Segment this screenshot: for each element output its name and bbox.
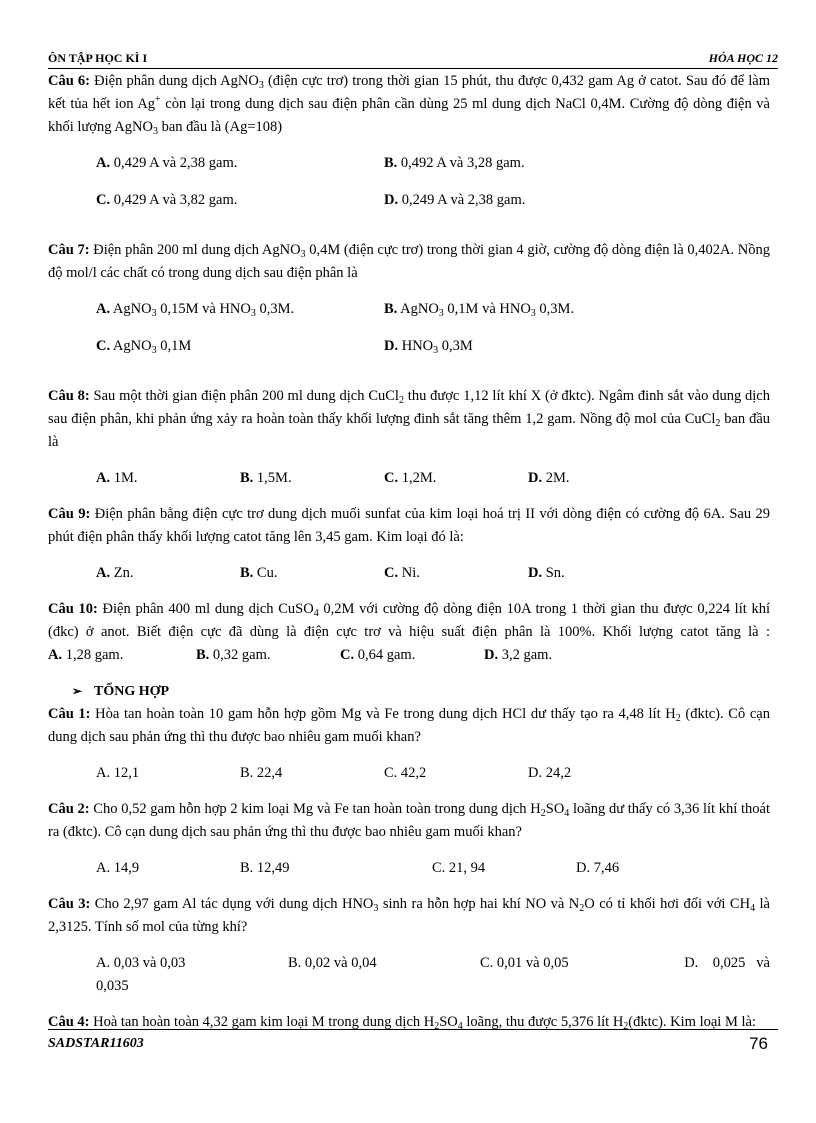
option-letter: D. (384, 192, 399, 208)
review-question-1 (48, 703, 770, 749)
question-text: (điện cực trơ) trong thời gian 15 phút, thu được 0,432 gam Ag ở catot. Sau đó để làm kết tủa hết ion Ag (48, 73, 770, 112)
question-text: (đktc). Cô cạn dung dịch sau phản ứng thì thu được bao nhiêu gam muối khan? (48, 706, 770, 745)
question-label: Câu 1: (48, 706, 91, 722)
question-text: SO (439, 1014, 458, 1030)
option-letter: C. (384, 565, 399, 581)
option-letter: D. (484, 647, 499, 663)
option-letter: A. (96, 565, 111, 581)
question-7 (48, 239, 770, 285)
header-right: HÓA HỌC 12 (708, 51, 778, 65)
option-d-continuation: 0,035 (96, 978, 129, 994)
option-c[interactable] (384, 562, 528, 585)
superscript: + (155, 94, 161, 106)
option-letter: B. (196, 647, 210, 663)
option-letter: C. (96, 338, 111, 354)
option-c[interactable] (384, 467, 528, 490)
answer-options (48, 298, 770, 372)
option-b[interactable] (384, 298, 672, 335)
subscript: 2 (675, 713, 681, 724)
question-text: Cho 2,97 gam Al tác dụng với dung dịch HNO (90, 896, 374, 912)
question-text: (đktc). Kim loại M là: (628, 1014, 756, 1030)
page-content (48, 70, 770, 1047)
review-question-3 (48, 893, 770, 939)
option-a[interactable] (96, 562, 240, 585)
header-left: ÔN TẬP HỌC KÌ I (48, 51, 148, 65)
subscript: 3 (151, 345, 157, 356)
option-b[interactable] (196, 644, 340, 667)
question-text: Hòa tan hoàn toàn 10 gam hỗn hợp gồm Mg và Fe trong dung dịch HCl dư thấy tạo ra 4,48 lít H (90, 706, 676, 722)
subscript: 2 (715, 418, 721, 429)
option-text: 1,5M. (253, 470, 292, 486)
option-d[interactable] (484, 644, 552, 667)
question-text: sinh ra hỗn hợp hai khí NO và N (378, 896, 580, 912)
question-text: 0,2M với cường độ dòng điện 10A trong 1 thời gian thu được 0,224 lít khí (đkc) ở anot. Biết điện cực đã dùng là điện cực trơ và hiệu suất điện phân là 100%. Khối lượng catot tăng là : (48, 601, 770, 640)
option-letter: B. (384, 155, 398, 171)
option-letter: B. (240, 565, 254, 581)
option-c[interactable]: C. 0,01 và 0,05 (480, 955, 569, 971)
option-text: 0,64 gam. (354, 647, 416, 663)
option-c[interactable]: C. 21, 94 (432, 860, 486, 876)
option-b[interactable] (240, 467, 384, 490)
subscript: 2 (434, 1021, 440, 1032)
option-text: HNO (398, 338, 434, 354)
option-text: 2M. (542, 470, 570, 486)
option-text: 0,3M (438, 338, 473, 354)
question-text: Sau một thời gian điện phân 200 ml dung dịch CuCl (89, 388, 399, 404)
option-d[interactable] (384, 189, 672, 226)
option-text: 1,28 gam. (62, 647, 124, 663)
option-letter: B. (384, 301, 398, 317)
option-a[interactable]: A. 14,9 (96, 860, 140, 876)
question-6 (48, 70, 770, 139)
option-text: Ni. (398, 565, 420, 581)
answer-options (48, 762, 770, 785)
option-a[interactable] (96, 467, 240, 490)
option-b[interactable] (240, 562, 384, 585)
option-b[interactable] (384, 152, 672, 189)
page-number: 76 (749, 1034, 768, 1053)
subscript: 4 (750, 903, 756, 914)
answer-options (48, 857, 770, 880)
option-a[interactable] (96, 298, 384, 335)
question-text: 0,4M (điện cực trơ) trong thời gian 4 giờ, cường độ dòng điện là 0,402A. Nồng độ mol/l các chất có trong dung dịch sau điện phân là (48, 242, 770, 281)
question-text: ban đầu là (48, 411, 771, 450)
subscript: 4 (457, 1021, 463, 1032)
subscript: 3 (438, 308, 444, 319)
answer-options (48, 562, 770, 585)
question-9 (48, 503, 770, 549)
subscript: 3 (258, 80, 264, 91)
question-text: O có tỉ khối hơi đối với CH (584, 896, 751, 912)
question-label: Câu 8: (48, 388, 90, 404)
subscript: 3 (300, 249, 306, 260)
option-c[interactable] (340, 644, 484, 667)
option-d[interactable] (528, 562, 672, 585)
question-text: SO (545, 801, 565, 817)
option-letter: B. (240, 470, 254, 486)
section-title: TỔNG HỢP (94, 684, 170, 699)
subscript: 4 (313, 608, 319, 619)
option-text: Sn. (542, 565, 565, 581)
option-c[interactable] (96, 335, 384, 372)
option-d[interactable] (384, 335, 672, 372)
option-text: AgNO (110, 301, 152, 317)
subscript: 2 (540, 808, 546, 819)
option-text: Zn. (110, 565, 134, 581)
option-letter: D. (528, 470, 543, 486)
option-a[interactable]: A. 12,1 (96, 765, 140, 781)
option-c[interactable] (96, 189, 384, 226)
question-8 (48, 385, 770, 454)
page-footer (48, 1029, 778, 1053)
option-letter: C. (384, 470, 399, 486)
option-text: 0,3M. (535, 301, 575, 317)
question-text: còn lại trong dung dịch sau điện phân cần dùng 25 ml dung dịch NaCl 0,4M. Cường độ dòng điện và khối lượng AgNO (48, 96, 770, 135)
option-letter: C. (96, 192, 111, 208)
question-text: Điện phân dung dịch AgNO (90, 73, 259, 89)
option-text: 0,32 gam. (209, 647, 271, 663)
option-text: 1,2M. (398, 470, 437, 486)
option-a[interactable] (48, 644, 196, 667)
option-text: 3,2 gam. (498, 647, 553, 663)
subscript: 3 (373, 903, 379, 914)
option-text: 0,1M và HNO (443, 301, 531, 317)
question-text: là 2,3125. Tính số mol của từng khí? (48, 896, 770, 935)
option-letter: A. (48, 647, 63, 663)
subscript: 4 (564, 808, 570, 819)
question-text: Hoà tan hoàn toàn 4,32 gam kim loại M trong dung dịch H (89, 1014, 435, 1030)
option-b[interactable]: B. 0,02 và 0,04 (288, 955, 377, 971)
question-text: Điện phân 200 ml dung dịch AgNO (89, 242, 301, 258)
option-text: AgNO (397, 301, 439, 317)
option-text: 0,429 A và 3,82 gam. (110, 192, 238, 208)
option-text: 0,429 A và 2,38 gam. (110, 155, 238, 171)
option-text: 0,492 A và 3,28 gam. (397, 155, 525, 171)
option-a[interactable] (96, 152, 384, 189)
options-row (96, 952, 770, 975)
question-10 (48, 598, 770, 667)
subscript: 3 (151, 308, 157, 319)
section-heading (48, 680, 770, 703)
question-text: Điện phân bằng điện cực trơ dung dịch muối sunfat của kim loại hoá trị II với dòng điện có cường độ 6A. Sau 29 phút điện phân thấy khối lượng catot tăng lên 3,45 gam. Kim loại đó là: (48, 506, 770, 545)
option-letter: C. (340, 647, 355, 663)
subscript: 3 (250, 308, 256, 319)
option-text: 1M. (110, 470, 138, 486)
question-label: Câu 3: (48, 896, 91, 912)
arrow-bullet-icon: ➢ (72, 684, 83, 698)
question-label: Câu 10: (48, 601, 98, 617)
subscript: 2 (398, 395, 404, 406)
option-letter: A. (96, 155, 111, 171)
subscript: 3 (530, 308, 536, 319)
option-text: 0,249 A và 2,38 gam. (398, 192, 526, 208)
answer-options (48, 467, 770, 490)
answer-options (48, 952, 770, 998)
option-letter: A. (96, 301, 111, 317)
subscript: 3 (152, 126, 158, 137)
question-text: Cho 0,52 gam hỗn hợp 2 kim loại Mg và Fe tan hoàn toàn trong dung dịch H (89, 801, 541, 817)
question-label: Câu 2: (48, 801, 90, 817)
answer-options (48, 152, 770, 226)
question-label: Câu 4: (48, 1014, 90, 1030)
review-question-2 (48, 798, 770, 844)
option-d[interactable]: D. 0,025 và (684, 955, 770, 971)
option-text: 0,15M và HNO (156, 301, 251, 317)
option-text: AgNO (110, 338, 152, 354)
option-b[interactable]: B. 22,4 (240, 765, 283, 781)
question-text: Điện phân 400 ml dung dịch CuSO (97, 601, 314, 617)
option-letter: A. (96, 470, 111, 486)
option-c[interactable]: C. 42,2 (384, 765, 427, 781)
subscript: 2 (579, 903, 585, 914)
question-text: ban đầu là (Ag=108) (157, 119, 283, 135)
subscript: 2 (623, 1021, 629, 1032)
option-d[interactable] (528, 467, 672, 490)
subscript: 3 (433, 345, 439, 356)
footer-left: SADSTAR11603 (48, 1036, 144, 1051)
question-label: Câu 7: (48, 242, 90, 258)
page-header (48, 50, 778, 69)
option-text: 0,1M (156, 338, 192, 354)
option-a[interactable]: A. 0,03 và 0,03 (96, 955, 186, 971)
option-b[interactable]: B. 12,49 (240, 860, 290, 876)
option-text: Cu. (253, 565, 278, 581)
question-text: loãng dư thấy có 3,36 lít khí thoát ra (đktc). Cô cạn dung dịch sau phản ứng thì thu được bao nhiêu gam muối khan? (48, 801, 770, 840)
question-label: Câu 6: (48, 73, 90, 89)
option-text: 0,3M. (255, 301, 295, 317)
option-d[interactable]: D. 24,2 (528, 765, 572, 781)
question-text: thu được 1,12 lít khí X (ở đktc). Ngâm đinh sắt vào dung dịch sau điện phân, khi phản ứng xảy ra hoàn toàn thấy khối lượng đinh sắt tăng thêm 1,2 gam. Nồng độ mol của CuCl (48, 388, 770, 427)
question-text: loãng, thu được 5,376 lít H (462, 1014, 624, 1030)
question-label: Câu 9: (48, 506, 91, 522)
review-question-4 (48, 1011, 770, 1034)
option-letter: D. (384, 338, 399, 354)
option-d[interactable]: D. 7,46 (576, 860, 620, 876)
option-letter: D. (528, 565, 543, 581)
